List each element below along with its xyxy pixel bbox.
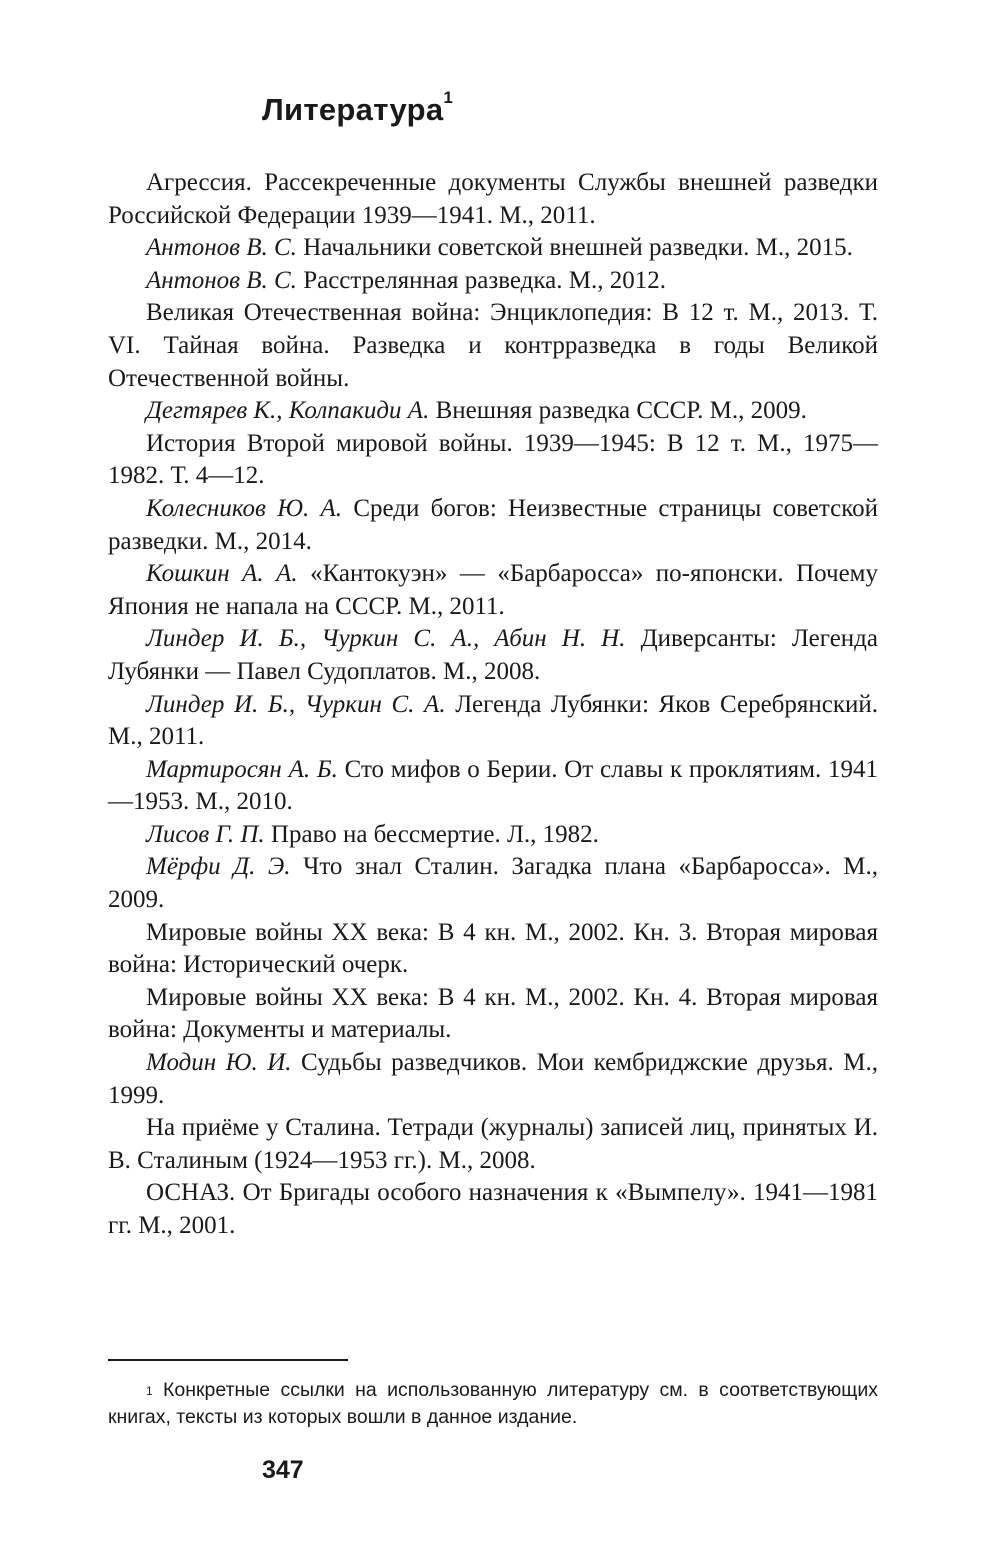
entry-text: Судьбы разведчиков. Мои кембриджские друзья. М., 1999. bbox=[108, 1049, 878, 1109]
bibliography-entry bbox=[108, 689, 878, 754]
bibliography-entry bbox=[108, 1177, 878, 1242]
bibliography-entry bbox=[108, 917, 878, 982]
section-heading bbox=[262, 88, 454, 128]
footnote-text: Конкретные ссылки на использованную литературу см. в соответствующих книгах, тексты из которых вошли в данное издание. bbox=[108, 1379, 878, 1428]
entry-author: Антонов В. С. bbox=[146, 266, 297, 294]
entry-author: Колесников Ю. А. bbox=[146, 494, 343, 522]
entry-text: Агрессия. Рассекреченные документы Службы внешней разведки Российской Федерации 1939—1941. М., 2011. bbox=[108, 169, 878, 229]
entry-author: Антонов В. С. bbox=[146, 234, 297, 262]
bibliography-entry bbox=[108, 819, 878, 852]
entry-text: Среди богов: Неизвестные страницы советской разведки. М., 2014. bbox=[108, 494, 878, 555]
entry-text: Великая Отечественная война: Энциклопедия: В 12 т. М., 2013. Т. VI. Тайная война. Разведка и контрразведка в годы Великой Отечественной войны. bbox=[108, 299, 878, 392]
bibliography-entry bbox=[108, 395, 878, 428]
page-number: 347 bbox=[262, 1456, 304, 1484]
footnote bbox=[108, 1377, 878, 1431]
entry-author: Мартиросян А. Б. bbox=[146, 755, 338, 783]
entry-text: «Кантокуэн» — «Барбаросса» по-японски. Почему Япония не напала на СССР. М., 2011. bbox=[108, 560, 878, 620]
bibliography-entry bbox=[108, 297, 878, 395]
bibliography-entry bbox=[108, 167, 878, 232]
entry-text: История Второй мировой войны. 1939—1945: В 12 т. М., 1975—1982. Т. 4—12. bbox=[108, 429, 878, 490]
bibliography-entry bbox=[108, 428, 878, 493]
entry-text: На приёме у Сталина. Тетради (журналы) записей лиц, принятых И. В. Сталиным (1924—1953 гг.). М., 2008. bbox=[108, 1114, 878, 1174]
entry-text: Право на бессмертие. Л., 1982. bbox=[264, 820, 599, 848]
bibliography-entry bbox=[108, 558, 878, 623]
entry-author: Мёрфи Д. Э. bbox=[146, 853, 291, 881]
entry-text: Легенда Лубянки: Яков Серебрянский. М., 2011. bbox=[108, 690, 879, 751]
entry-author: Модин Ю. И. bbox=[146, 1049, 292, 1077]
bibliography-entry bbox=[108, 851, 878, 916]
entry-text: Расстрелянная разведка. М., 2012. bbox=[296, 266, 666, 294]
entry-text: Сто мифов о Берии. От славы к проклятиям. 1941—1953. М., 2010. bbox=[108, 755, 878, 816]
bibliography-entry bbox=[108, 754, 878, 819]
entry-text: Внешняя разведка СССР. М., 2009. bbox=[429, 397, 807, 425]
entry-text: Диверсанты: Легенда Лубянки — Павел Судоплатов. М., 2008. bbox=[108, 625, 878, 685]
heading-title: Литература bbox=[262, 92, 444, 127]
bibliography-entry bbox=[108, 232, 878, 265]
entry-text: ОСНАЗ. От Бригады особого назначения к «Вымпелу». 1941—1981 гг. М., 2001. bbox=[108, 1179, 878, 1239]
footnote-divider bbox=[108, 1359, 348, 1361]
entry-text: Что знал Сталин. Загадка плана «Барбаросса». М., 2009. bbox=[108, 853, 878, 914]
heading-footnote-mark: 1 bbox=[443, 88, 454, 107]
entry-author: Линдер И. Б., Чуркин С. А., Абин Н. Н. bbox=[146, 625, 626, 653]
bibliography-entry bbox=[108, 493, 878, 558]
entry-text: Начальники советской внешней разведки. М., 2015. bbox=[296, 234, 853, 262]
entry-author: Кошкин А. А. bbox=[146, 560, 298, 588]
bibliography-entry bbox=[108, 265, 878, 298]
entry-author: Лисов Г. П. bbox=[146, 820, 265, 848]
entry-text: Мировые войны XX века: В 4 кн. М., 2002. Кн. 3. Вторая мировая война: Исторический очерк. bbox=[108, 918, 878, 979]
bibliography-entry bbox=[108, 623, 878, 688]
entry-author: Линдер И. Б., Чуркин С. А. bbox=[146, 690, 446, 718]
entry-author: Дегтярев К., Колпакиди А. bbox=[146, 397, 430, 425]
entry-text: Мировые войны XX века: В 4 кн. М., 2002. Кн. 4. Вторая мировая война: Документы и материалы. bbox=[108, 983, 878, 1044]
bibliography-entry bbox=[108, 982, 878, 1047]
bibliography-entry bbox=[108, 1047, 878, 1112]
bibliography-list bbox=[108, 167, 878, 1243]
footnote-mark: 1 bbox=[146, 1384, 153, 1398]
bibliography-entry bbox=[108, 1112, 878, 1177]
